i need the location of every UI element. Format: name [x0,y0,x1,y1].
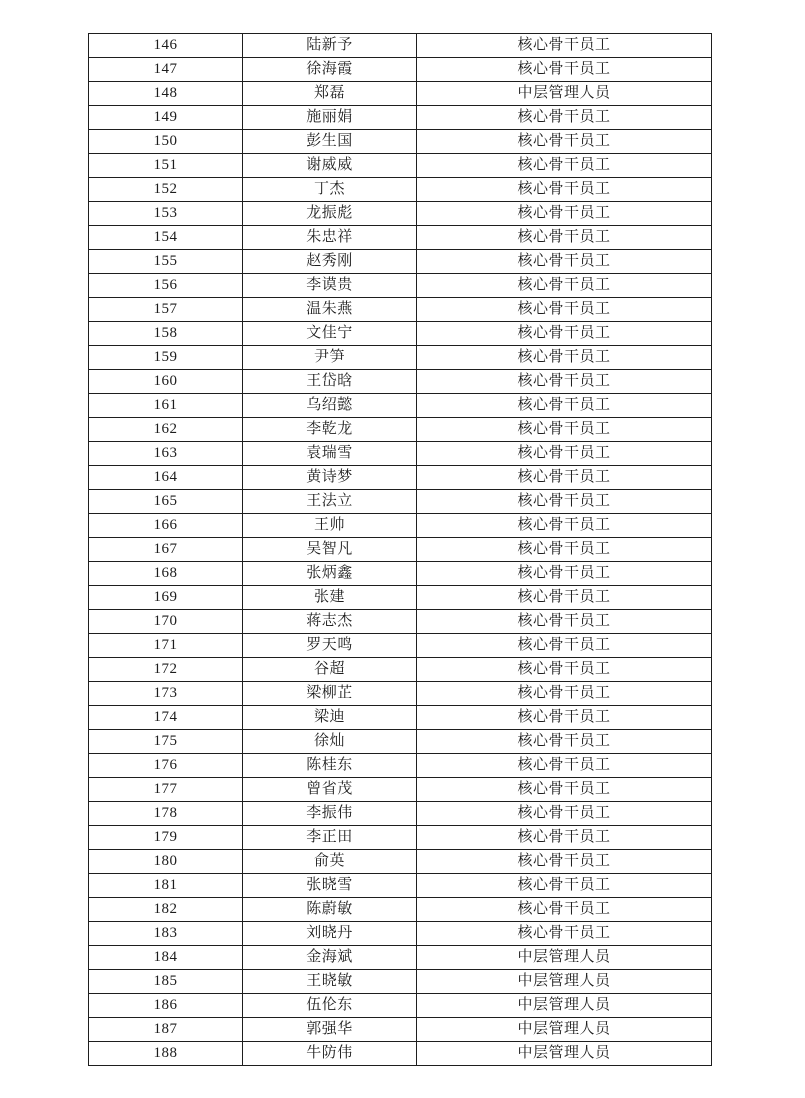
category-cell: 中层管理人员 [417,946,712,970]
table-row [89,202,712,226]
category-cell: 核心骨干员工 [417,466,712,490]
name-cell: 牛防伟 [243,1042,417,1066]
row-number-cell: 181 [89,874,243,898]
row-number-cell: 162 [89,418,243,442]
row-number-cell: 188 [89,1042,243,1066]
category-cell: 核心骨干员工 [417,130,712,154]
row-number-cell: 161 [89,394,243,418]
table-row [89,442,712,466]
name-cell: 徐灿 [243,730,417,754]
row-number-cell: 167 [89,538,243,562]
name-cell: 张炳鑫 [243,562,417,586]
table-row [89,1018,712,1042]
row-number-cell: 148 [89,82,243,106]
table-row [89,82,712,106]
name-cell: 吴智凡 [243,538,417,562]
category-cell: 核心骨干员工 [417,778,712,802]
name-cell: 丁杰 [243,178,417,202]
name-cell: 伍伦东 [243,994,417,1018]
category-cell: 核心骨干员工 [417,274,712,298]
name-cell: 李正田 [243,826,417,850]
row-number-cell: 149 [89,106,243,130]
row-number-cell: 166 [89,514,243,538]
category-cell: 核心骨干员工 [417,370,712,394]
table-row [89,58,712,82]
category-cell: 核心骨干员工 [417,250,712,274]
category-cell: 核心骨干员工 [417,490,712,514]
category-cell: 核心骨干员工 [417,106,712,130]
name-cell: 王晓敏 [243,970,417,994]
table-row [89,562,712,586]
table-row [89,322,712,346]
category-cell: 核心骨干员工 [417,562,712,586]
name-cell: 温朱燕 [243,298,417,322]
name-cell: 施丽娟 [243,106,417,130]
category-cell: 核心骨干员工 [417,322,712,346]
name-cell: 王岱晗 [243,370,417,394]
table-row [89,610,712,634]
row-number-cell: 150 [89,130,243,154]
table-row [89,514,712,538]
name-cell: 袁瑞雪 [243,442,417,466]
row-number-cell: 157 [89,298,243,322]
category-cell: 核心骨干员工 [417,706,712,730]
name-cell: 王法立 [243,490,417,514]
category-cell: 中层管理人员 [417,82,712,106]
table-row [89,850,712,874]
name-cell: 黄诗梦 [243,466,417,490]
table-row [89,586,712,610]
name-cell: 陈桂东 [243,754,417,778]
name-cell: 梁柳芷 [243,682,417,706]
name-cell: 朱忠祥 [243,226,417,250]
table-row [89,370,712,394]
category-cell: 核心骨干员工 [417,922,712,946]
table-row [89,874,712,898]
table-row [89,898,712,922]
row-number-cell: 156 [89,274,243,298]
table-row [89,226,712,250]
row-number-cell: 164 [89,466,243,490]
table-row [89,490,712,514]
table-row [89,970,712,994]
category-cell: 核心骨干员工 [417,850,712,874]
category-cell: 核心骨干员工 [417,154,712,178]
category-cell: 核心骨干员工 [417,658,712,682]
row-number-cell: 152 [89,178,243,202]
row-number-cell: 171 [89,634,243,658]
table-row [89,706,712,730]
row-number-cell: 169 [89,586,243,610]
table-row [89,730,712,754]
name-cell: 李谟贵 [243,274,417,298]
name-cell: 乌绍懿 [243,394,417,418]
category-cell: 核心骨干员工 [417,802,712,826]
category-cell: 核心骨干员工 [417,898,712,922]
name-cell: 王帅 [243,514,417,538]
table-row [89,466,712,490]
category-cell: 核心骨干员工 [417,730,712,754]
table-row [89,34,712,58]
row-number-cell: 163 [89,442,243,466]
table-row [89,298,712,322]
category-cell: 核心骨干员工 [417,634,712,658]
name-cell: 龙振彪 [243,202,417,226]
employee-roster-body [89,34,712,1066]
row-number-cell: 177 [89,778,243,802]
row-number-cell: 187 [89,1018,243,1042]
row-number-cell: 173 [89,682,243,706]
name-cell: 谢威威 [243,154,417,178]
row-number-cell: 165 [89,490,243,514]
category-cell: 核心骨干员工 [417,586,712,610]
table-row [89,538,712,562]
row-number-cell: 159 [89,346,243,370]
category-cell: 核心骨干员工 [417,442,712,466]
name-cell: 赵秀刚 [243,250,417,274]
row-number-cell: 147 [89,58,243,82]
row-number-cell: 155 [89,250,243,274]
name-cell: 郑磊 [243,82,417,106]
table-row [89,130,712,154]
row-number-cell: 176 [89,754,243,778]
row-number-cell: 151 [89,154,243,178]
name-cell: 陆新予 [243,34,417,58]
table-row [89,682,712,706]
category-cell: 核心骨干员工 [417,34,712,58]
table-row [89,994,712,1018]
row-number-cell: 170 [89,610,243,634]
row-number-cell: 154 [89,226,243,250]
table-row [89,154,712,178]
category-cell: 核心骨干员工 [417,610,712,634]
category-cell: 中层管理人员 [417,1018,712,1042]
row-number-cell: 174 [89,706,243,730]
row-number-cell: 179 [89,826,243,850]
table-row [89,658,712,682]
name-cell: 曾省茂 [243,778,417,802]
table-row [89,946,712,970]
row-number-cell: 182 [89,898,243,922]
name-cell: 谷超 [243,658,417,682]
table-row [89,346,712,370]
table-row [89,826,712,850]
table-row [89,754,712,778]
row-number-cell: 186 [89,994,243,1018]
employee-roster-table [88,33,712,1066]
table-row [89,1042,712,1066]
category-cell: 核心骨干员工 [417,754,712,778]
row-number-cell: 160 [89,370,243,394]
name-cell: 文佳宁 [243,322,417,346]
category-cell: 核心骨干员工 [417,418,712,442]
name-cell: 罗天鸣 [243,634,417,658]
name-cell: 张建 [243,586,417,610]
category-cell: 核心骨干员工 [417,58,712,82]
name-cell: 金海斌 [243,946,417,970]
row-number-cell: 185 [89,970,243,994]
row-number-cell: 178 [89,802,243,826]
name-cell: 徐海霞 [243,58,417,82]
category-cell: 核心骨干员工 [417,826,712,850]
name-cell: 李振伟 [243,802,417,826]
category-cell: 核心骨干员工 [417,298,712,322]
table-row [89,274,712,298]
category-cell: 核心骨干员工 [417,202,712,226]
name-cell: 梁迪 [243,706,417,730]
row-number-cell: 168 [89,562,243,586]
category-cell: 核心骨干员工 [417,682,712,706]
category-cell: 核心骨干员工 [417,538,712,562]
row-number-cell: 172 [89,658,243,682]
table-row [89,250,712,274]
category-cell: 核心骨干员工 [417,514,712,538]
name-cell: 张晓雪 [243,874,417,898]
name-cell: 刘晓丹 [243,922,417,946]
name-cell: 蒋志杰 [243,610,417,634]
row-number-cell: 184 [89,946,243,970]
table-row [89,778,712,802]
row-number-cell: 158 [89,322,243,346]
table-row [89,394,712,418]
table-row [89,418,712,442]
category-cell: 核心骨干员工 [417,346,712,370]
row-number-cell: 183 [89,922,243,946]
table-row [89,106,712,130]
category-cell: 核心骨干员工 [417,226,712,250]
table-row [89,922,712,946]
category-cell: 中层管理人员 [417,1042,712,1066]
category-cell: 中层管理人员 [417,970,712,994]
name-cell: 尹笋 [243,346,417,370]
row-number-cell: 153 [89,202,243,226]
table-row [89,802,712,826]
category-cell: 核心骨干员工 [417,394,712,418]
name-cell: 李乾龙 [243,418,417,442]
name-cell: 彭生国 [243,130,417,154]
row-number-cell: 175 [89,730,243,754]
row-number-cell: 180 [89,850,243,874]
table-row [89,178,712,202]
table-row [89,634,712,658]
name-cell: 陈蔚敏 [243,898,417,922]
category-cell: 核心骨干员工 [417,874,712,898]
category-cell: 核心骨干员工 [417,178,712,202]
row-number-cell: 146 [89,34,243,58]
name-cell: 俞英 [243,850,417,874]
category-cell: 中层管理人员 [417,994,712,1018]
name-cell: 郭强华 [243,1018,417,1042]
